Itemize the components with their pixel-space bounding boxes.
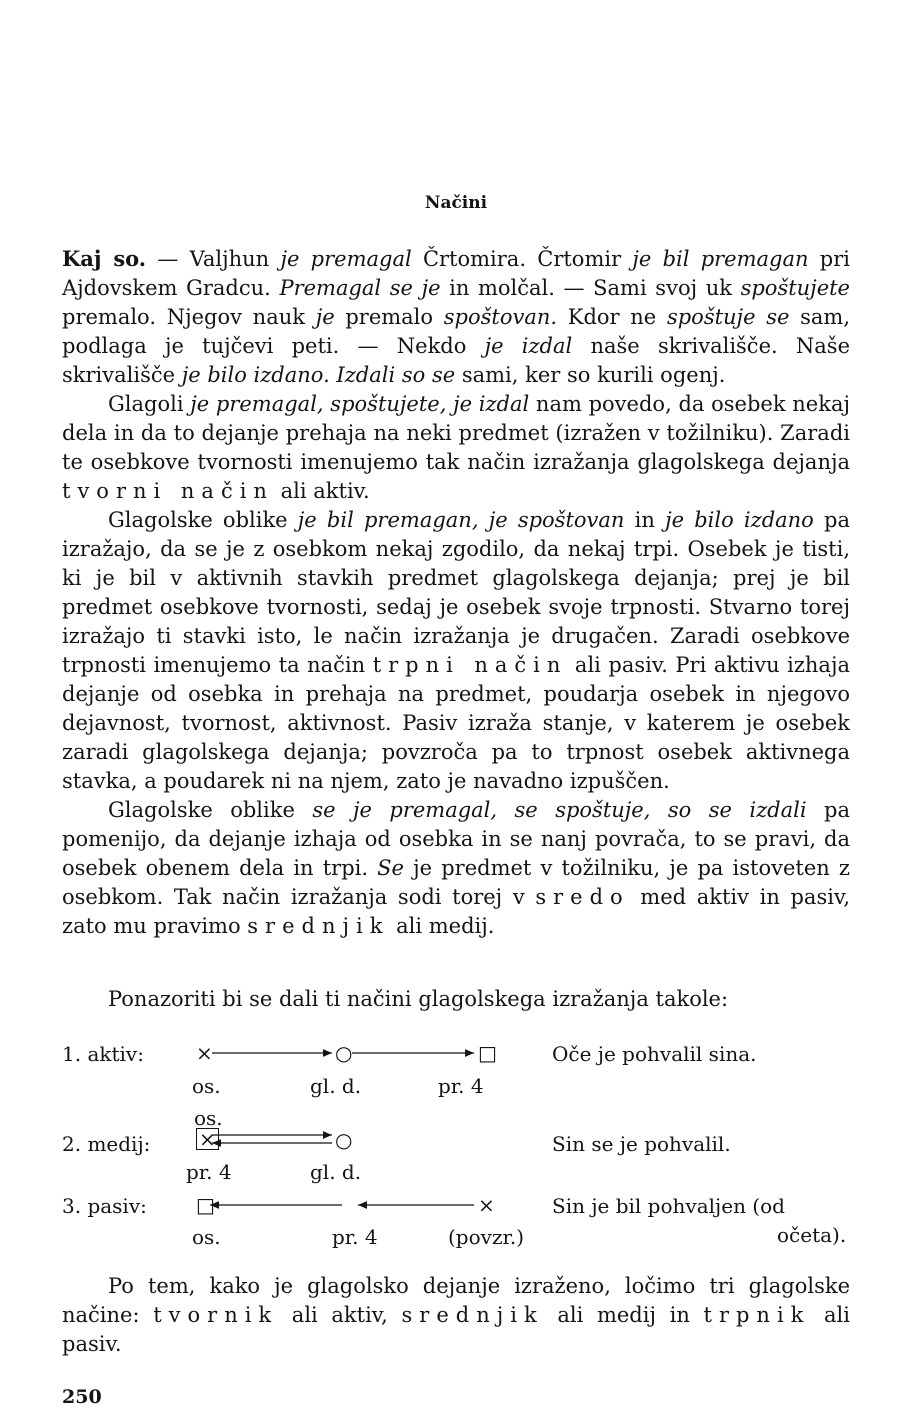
square-symbol: □ xyxy=(196,1193,215,1217)
paragraph-examples: Kaj so. — Valjhun je premagal Črtomira. Črtomir je bil premagan pri Ajdovskem Gradcu. Premagal se je in molčal. — Sami svoj uk spoštujete premalo. Njegov nauk je premalo spoštovan. Kdor ne spoštuje se sam, podlaga je tujčevi peti. — Nekdo je izdal naše skrivališče. Naše skrivališče je bilo izdano. Izdali so se sami, ker so kurili ogenj. xyxy=(62,246,851,387)
voice-scheme xyxy=(62,1040,850,1260)
scheme-intro: Ponazoriti bi se dali ti načini glagolskega izražanja takole: xyxy=(108,987,729,1011)
label-os: os. xyxy=(192,1074,221,1098)
row-label-medij: 2. medij: xyxy=(62,1132,151,1156)
lead-heading: Kaj so. xyxy=(62,246,147,271)
label-pr4: pr. 4 xyxy=(438,1074,484,1098)
body-text xyxy=(62,244,850,941)
example-pasiv: Sin je bil pohvaljen (od xyxy=(552,1194,785,1218)
circle-symbol: ○ xyxy=(335,1128,353,1152)
row-label-aktiv: 1. aktiv: xyxy=(62,1042,144,1066)
paragraph-active: Glagoli je premagal, spoštujete, je izdal nam povedo, da osebek nekaj dela in da to dejanje prehaja na neki predmet (izražen v tožilniku). Zaradi te osebkove tvornosti imenujemo tak način izražanja glagolskega dejanja tvorni način ali aktiv. xyxy=(62,392,850,503)
cross-symbol: × xyxy=(478,1193,495,1217)
example-medij: Sin se je pohvalil. xyxy=(552,1132,731,1156)
label-os: os. xyxy=(192,1225,221,1249)
label-gld: gl. d. xyxy=(310,1160,362,1184)
circle-symbol: ○ xyxy=(335,1041,353,1065)
example-pasiv-cont: očeta). xyxy=(777,1223,847,1247)
page-number: 250 xyxy=(62,1386,102,1408)
boxed-cross-symbol: × xyxy=(196,1128,219,1150)
square-symbol: □ xyxy=(478,1041,497,1065)
paragraph-passive: Glagolske oblike je bil premagan, je spoštovan in je bilo izdano pa izražajo, da se je z osebkom nekaj zgodilo, da nekaj trpi. Osebek je tisti, ki je bil v aktivnih stavkih predmet glagolskega dejanja; prej je bil predmet osebkove tvornosti, sedaj je osebek svoje trpnosti. Stvarno torej izražajo ti stavki isto, le način izražanja je drugačen. Zaradi osebkove trpnosti imenujemo ta način trpni način ali pasiv. Pri aktivu izhaja dejanje od osebka in prehaja na predmet, poudarja osebek in njegovo dejavnost, tvornost, aktivnost. Pasiv izraža stanje, v katerem je osebek zaradi glagolskega dejanja; povzroča pa to trpnost osebek aktivnega stavka, a poudarek ni na njem, zato je navadno izpuščen. xyxy=(62,508,850,793)
label-gld: gl. d. xyxy=(310,1074,362,1098)
cross-symbol: × xyxy=(196,1041,213,1065)
label-pr4: pr. 4 xyxy=(332,1225,378,1249)
page-title: Načini xyxy=(424,193,488,213)
label-os: os. xyxy=(194,1106,223,1130)
example-aktiv: Oče je pohvalil sina. xyxy=(552,1042,757,1066)
label-povzr: (povzr.) xyxy=(448,1225,525,1249)
paragraph-middle: Glagolske oblike se je premagal, se spoštuje, so se izdali pa pomenijo, da dejanje izhaja od osebka in se nanj povrača, to se pravi, da osebek obenem dela in trpi. Se je predmet v tožilniku, je pa istoveten z osebkom. Tak način izražanja sodi torej v sredo med aktiv in pasiv, zato mu pravimo srednjik ali medij. xyxy=(62,798,850,938)
row-label-pasiv: 3. pasiv: xyxy=(62,1194,147,1218)
closing-paragraph: Po tem, kako je glagolsko dejanje izraženo, ločimo tri glagolske načine: tvornik ali aktiv, srednjik ali medij in trpnik ali pasiv. xyxy=(62,1274,850,1356)
label-pr4: pr. 4 xyxy=(186,1160,232,1184)
